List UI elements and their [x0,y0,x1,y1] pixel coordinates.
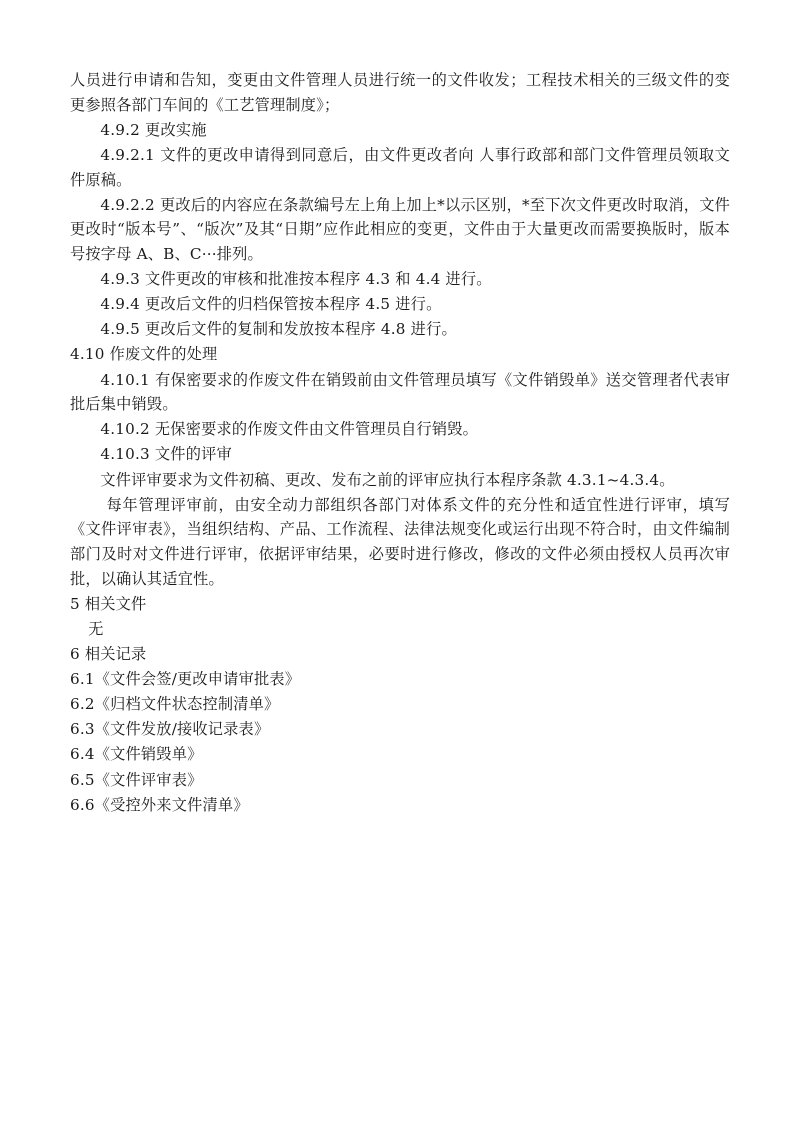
paragraph-4-9-2-2: 4.9.2.2 更改后的内容应在条款编号左上角上加上*以示区别，*至下次文件更改时取消，文件更改时“版本号”、“版次”及其“日期”应作此相应的变更，文件由于大量更改而需要换版时，版本号按字母 A、B、C···排列。 [70,195,730,263]
paragraph-4-9-2: 4.9.2 更改实施 [100,120,207,139]
paragraph-4-10-1: 4.10.1 有保密要求的作废文件在销毁前由文件管理员填写《文件销毁单》送交管理者代表审批后集中销毁。 [70,370,730,414]
paragraph-6-related-records-heading: 6 相关记录 [70,644,147,663]
paragraph-6-4: 6.4《文件销毁单》 [70,745,203,764]
paragraph-5-related-documents-value: 无 [88,619,104,638]
paragraph-6-1: 6.1《文件会签/更改申请审批表》 [70,670,301,688]
paragraph-4-9-4: 4.9.4 更改后文件的归档保管按本程序 4.5 进行。 [100,295,442,314]
paragraph-6-3: 6.3《文件发放/接收记录表》 [70,720,270,739]
paragraph-4-9-3: 4.9.3 文件更改的审核和批准按本程序 4.3 和 4.4 进行。 [100,270,492,288]
paragraph-4-10-2: 4.10.2 无保密要求的作废文件由文件管理员自行销毁。 [100,420,479,439]
paragraph-4-9-2-1: 4.9.2.1 文件的更改申请得到同意后，由文件更改者向 人事行政部和部门文件管理员领取文件原稿。 [70,145,730,189]
paragraph-continued-text: 人员进行申请和告知，变更由文件管理人员进行统一的文件收发；工程技术相关的三级文件的变更参照各部门车间的《工艺管理制度》； [70,71,730,114]
paragraph-4-10: 4.10 作废文件的处理 [70,345,218,364]
paragraph-6-5: 6.5《文件评审表》 [70,770,203,789]
paragraph-4-9-5: 4.9.5 更改后文件的复制和发放按本程序 4.8 进行。 [100,320,457,339]
paragraph-annual-review: 每年管理评审前，由安全动力部组织各部门对体系文件的充分性和适宜性进行评审，填写《文件评审表》，当组织结构、产品、工作流程、法律法规变化或运行出现不符合时，由文件编制部门及时对文件进行评审，依据评审结果，必要时进行修改，修改的文件必须由授权人员再次审批，以确认其适宜性。 [70,495,730,588]
paragraph-6-2: 6.2《归档文件状态控制清单》 [70,695,280,714]
paragraph-4-10-3: 4.10.3 文件的评审 [100,445,232,464]
paragraph-review-requirement: 文件评审要求为文件初稿、更改、发布之前的评审应执行本程序条款 4.3.1~4.3.4。 [100,470,675,489]
paragraph-5-related-documents-heading: 5 相关文件 [70,594,147,613]
paragraph-6-6: 6.6《受控外来文件清单》 [70,795,249,814]
document-body [70,68,730,818]
